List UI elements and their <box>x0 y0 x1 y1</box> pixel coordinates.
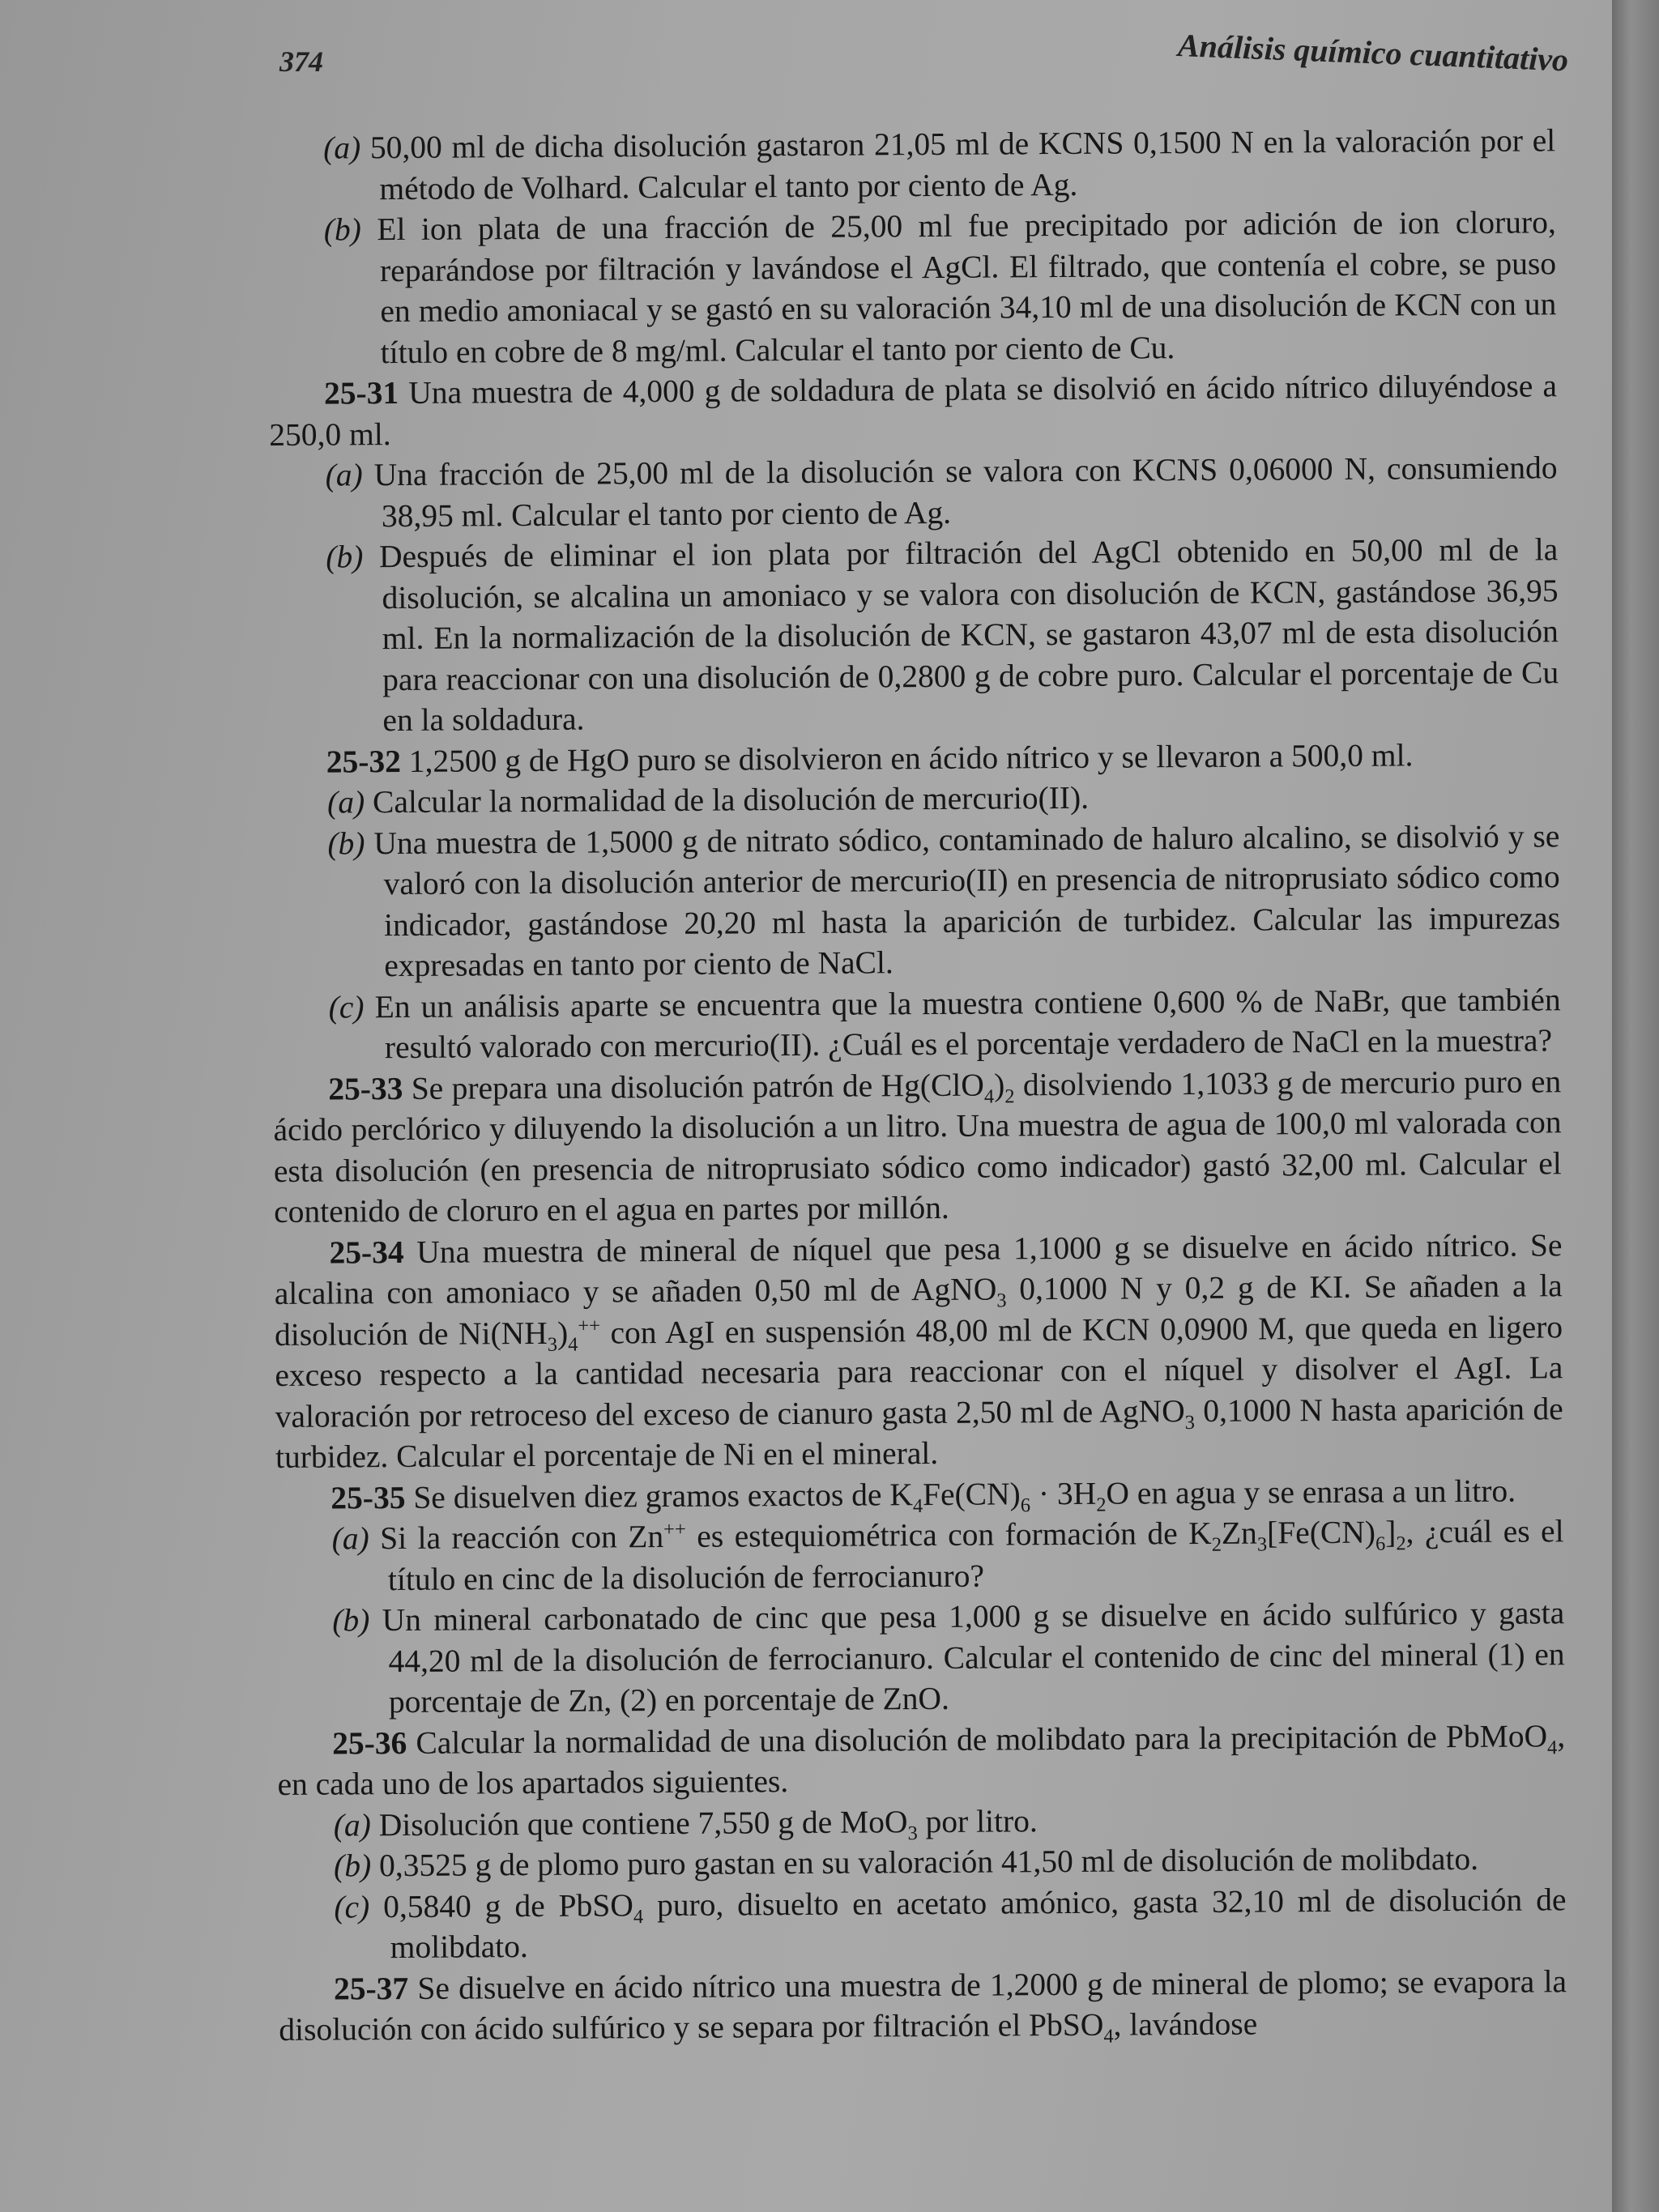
problem-25-31: 25-31 Una muestra de 4,000 g de soldadura de plata se disolvió en ácido nítrico diluyéndose a 250,0 ml. <box>269 368 1558 453</box>
problem-25-32: 25-32 1,2500 g de HgO puro se disolvieron en ácido nítrico y se llevaron a 500,0 ml. <box>326 736 1414 780</box>
problem-25-32-part-b: (b) Una muestra de 1,5000 g de nitrato sódico, contaminado de haluro alcalino, se disolvió y se valoró con la disolución anterior de mercurio(II) en presencia de nitroprusiato sódico como indicador, gastándose 20,20 ml hasta la aparición de turbidez. Calcular las impurezas expresadas en tanto por ciento de NaCl. <box>327 817 1561 984</box>
problem-25-36: 25-36 Calcular la normalidad de una disolución de molibdato para la precipitación de PbMoO$_4$, en cada uno de los apartados siguientes. <box>277 1717 1566 1802</box>
problem-25-32-part-a: (a) Calcular la normalidad de la disolución de mercurio(II). <box>326 779 1090 820</box>
problem-25-33: 25-33 Se prepara una disolución patrón de $Hg(ClO_4)_2$ disolviendo 1,1033 g de mercurio puro en ácido perclórico y diluyendo la disolución a un litro. Una muestra de agua de 100,0 ml valorada con esta disolución (en presencia de nitroprusiato sódico como indicador) gastó 32,00 ml. Calcular el contenido de cloruro en el agua en partes por millón. <box>273 1063 1562 1230</box>
problem-number: 25-33 <box>328 1070 403 1107</box>
page-edge <box>1612 0 1659 2212</box>
problem-25-36-part-c: (c) 0,5840 g de PbSO$_4$ puro, disuelto en acetato amónico, gasta 32,10 ml de disolución de molibdato. <box>334 1881 1567 1966</box>
problem-25-31-part-a: (a) Una fracción de 25,00 ml de la disolución se valora con KCNS 0,06000 N, consumiendo 38,95 ml. Calcular el tanto por ciento de Ag. <box>325 450 1558 534</box>
problem-number: 25-35 <box>331 1479 406 1516</box>
problem-number: 25-34 <box>329 1234 404 1271</box>
running-title: Análisis químico cuantitativo <box>1177 26 1569 79</box>
problem-25-32-part-c: (c) En un análisis aparte se encuentra que la muestra contiene 0,600 % de NaBr, que también resultó valorado con mercurio(II). ¿Cuál es el porcentaje verdadero de NaCl en la muestra? <box>328 981 1561 1066</box>
problem-25-37: 25-37 Se disuelve en ácido nítrico una muestra de 1,2000 g de mineral de plomo; se evapora la disolución con ácido sulfúrico y se separa por filtración el PbSO$_4$, lavándose <box>279 1963 1567 2048</box>
problem-25-30-part-a: (a) 50,00 ml de dicha disolución gastaron 21,05 ml de KCNS 0,1500 N en la valoración por el método de Volhard. Calcular el tanto por ciento de Ag. <box>323 122 1556 207</box>
problem-25-31-part-b: (b) Después de eliminar el ion plata por filtración del AgCl obtenido en 50,00 ml de la disolución, se alcalina un amoniaco y se valora con disolución de KCN, gastándose 36,95 ml. En la normalización de la disolución de KCN, se gastaron 43,07 ml de esta disolución para reaccionar con una disolución de 0,2800 g de cobre puro. Calcular el porcentaje de Cu en la soldadura. <box>326 531 1559 739</box>
problem-25-36-part-a: (a) Disolución que contiene 7,550 g de MoO$_3$ por litro. <box>333 1802 1038 1844</box>
page-body <box>267 120 1567 2050</box>
problem-number: 25-37 <box>333 1970 409 2007</box>
problem-25-35: 25-35 Se disuelven diez gramos exactos de $K_4Fe(CN)_6 \cdot 3H_2O$ en agua y se enrasa a un litro. <box>331 1473 1516 1517</box>
page-number: 374 <box>279 45 323 78</box>
problem-number: 25-32 <box>326 743 402 780</box>
problem-number: 25-31 <box>323 375 399 411</box>
problem-25-36-part-b: (b) 0,3525 g de plomo puro gastan en su valoración 41,50 ml de disolución de molibdato. <box>333 1840 1479 1884</box>
problem-25-35-part-a: (a) Si la reacción con Zn++ es estequiométrica con formación de $K_2Zn_3[Fe(CN)_6]_2$, ¿cuál es el título en cinc de la disolución de ferrocianuro? <box>331 1513 1564 1597</box>
problem-25-30-part-b: (b) El ion plata de una fracción de 25,00 ml fue precipitado por adición de ion cloruro, reparándose por filtración y lavándose el AgCl. El filtrado, que contenía el cobre, se puso en medio amoniacal y se gastó en su valoración 34,10 ml de una disolución de KCN con un título en cobre de 8 mg/ml. Calcular el tanto por ciento de Cu. <box>323 204 1557 370</box>
problem-number: 25-36 <box>332 1724 407 1762</box>
problem-25-34: 25-34 Una muestra de mineral de níquel que pesa 1,1000 g se disuelve en ácido nítrico. Se alcalina con amoniaco y se añaden 0,50 ml de AgNO$_3$ 0,1000 N y 0,2 g de KI. Se añaden a la disolución de $Ni(NH_3)_4^{++}$ con AgI en suspensión 48,00 ml de KCN 0,0900 M, que queda en ligero exceso respecto a la cantidad necesaria para reaccionar con el níquel y disolver el AgI. La valoración por retroceso del exceso de cianuro gasta 2,50 ml de AgNO$_3$ 0,1000 N hasta aparición de turbidez. Calcular el porcentaje de Ni en el mineral. <box>274 1226 1563 1475</box>
problem-25-35-part-b: (b) Un mineral carbonatado de cinc que pesa 1,000 g se disuelve en ácido sulfúrico y gasta 44,20 ml de la disolución de ferrocianuro. Calcular el contenido de cinc del mineral (1) en porcentaje de Zn, (2) en porcentaje de ZnO. <box>332 1595 1565 1720</box>
